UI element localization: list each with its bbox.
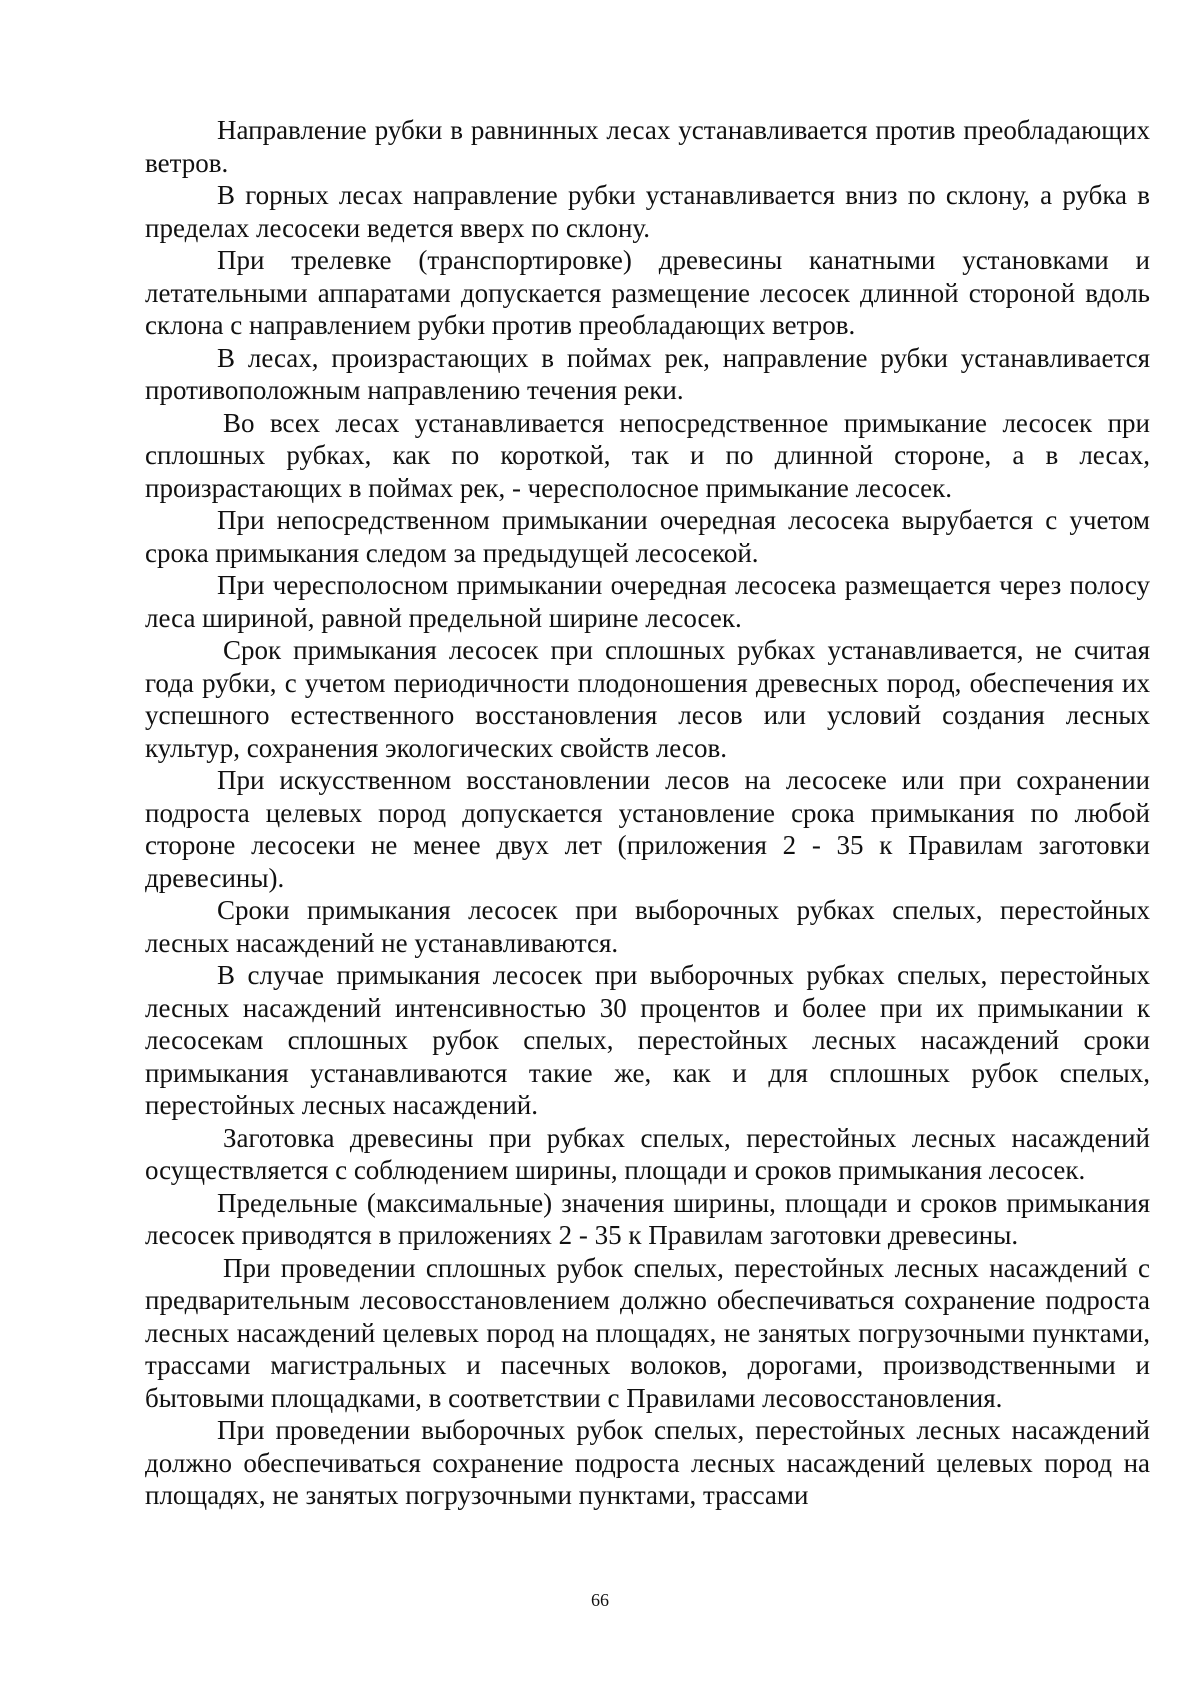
paragraph-clear-cutting-undergrowth: При проведении сплошных рубок спелых, перестойных лесных насаждений с предварительным лесовосстановлением должно обеспечиваться сохранение подроста лесных насаждений целевых пород на площадях, не занятых погрузочными пунктами, трассами магистральных и пасечных волоков, дорогами, производственными и бытовыми площадками, в соответствии с Правилами лесовосстановления. [145, 1252, 1150, 1413]
paragraph-harvesting-compliance: Заготовка древесины при рубках спелых, перестойных лесных насаждений осуществляется с соблюдением ширины, площади и сроков примыкания лесосек. [145, 1122, 1150, 1185]
document-page [145, 114, 1150, 1512]
paragraph-cutting-direction-mountains: В горных лесах направление рубки устанавливается вниз по склону, а рубка в пределах лесосеки ведется вверх по склону. [145, 180, 1150, 243]
paragraph-strip-adjacency: При чересполосном примыкании очередная лесосека размещается через полосу леса шириной, равной предельной ширине лесосек. [145, 570, 1150, 633]
paragraph-maximum-values: Предельные (максимальные) значения ширины, площади и сроков примыкания лесосек приводятся в приложениях 2 - 35 к Правилам заготовки древесины. [145, 1187, 1150, 1250]
paragraph-direct-adjacency: Во всех лесах устанавливается непосредственное примыкание лесосек при сплошных рубках, как по короткой, так и по длинной стороне, а в лесах, произрастающих в поймах рек, - чересполосное примыкание лесосек. [145, 407, 1150, 503]
paragraph-cutting-direction-plains: Направление рубки в равнинных лесах устанавливается против преобладающих ветров. [145, 115, 1150, 178]
page-number: 66 [591, 1590, 609, 1610]
paragraph-skidding-cable-aircraft: При трелевке (транспортировке) древесины канатными установками и летательными аппаратами допускается размещение лесосек длинной стороной вдоль склона с направлением рубки против преобладающих ветров. [145, 245, 1150, 340]
paragraph-adjacency-term: Срок примыкания лесосек при сплошных рубках устанавливается, не считая года рубки, с учетом периодичности плодоношения древесных пород, обеспечения их успешного естественного восстановления лесов или условий создания лесных культур, сохранения экологических свойств лесов. [145, 635, 1150, 763]
paragraph-selective-cutting-intensity: В случае примыкания лесосек при выборочных рубках спелых, перестойных лесных насаждений интенсивностью 30 процентов и более при их примыкании к лесосекам сплошных рубок спелых, перестойных лесных насаждений сроки примыкания устанавливаются такие же, как и для сплошных рубок спелых, перестойных лесных насаждений. [145, 960, 1150, 1120]
paragraph-selective-cutting-undergrowth: При проведении выборочных рубок спелых, перестойных лесных насаждений должно обеспечиваться сохранение подроста лесных насаждений целевых пород на площадях, не занятых погрузочными пунктами, трассами [145, 1415, 1150, 1510]
paragraph-artificial-restoration: При искусственном восстановлении лесов на лесосеке или при сохранении подроста целевых пород допускается установление срока примыкания по любой стороне лесосеки не менее двух лет (приложения 2 - 35 к Правилам заготовки древесины). [145, 765, 1150, 893]
paragraph-selective-cutting-terms: Сроки примыкания лесосек при выборочных рубках спелых, перестойных лесных насаждений не устанавливаются. [145, 895, 1150, 958]
paragraph-direct-adjacency-sequence: При непосредственном примыкании очередная лесосека вырубается с учетом срока примыкания следом за предыдущей лесосекой. [145, 505, 1150, 568]
paragraph-floodplain-direction: В лесах, произрастающих в поймах рек, направление рубки устанавливается противоположным направлению течения реки. [145, 342, 1150, 405]
